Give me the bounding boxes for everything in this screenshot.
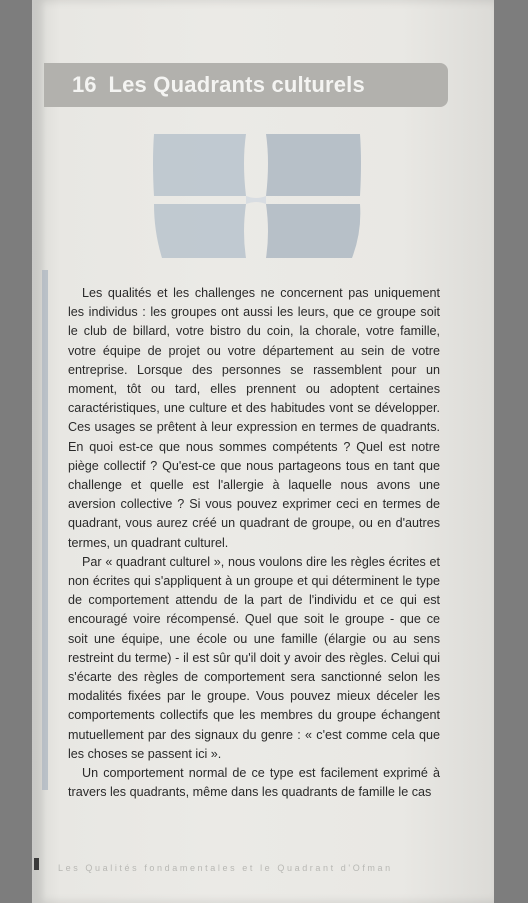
book-page — [32, 0, 494, 903]
paragraph-1: Les qualités et les challenges ne concernent pas uniquement les individus : les groupes ont aussi les leurs, que ce groupe soit le club de billard, votre bistro du coin, la chorale, votre famille, votre équipe de projet ou votre département au sein de votre entreprise. Lorsque des personnes se rassemblent pour un moment, tôt ou tard, elles prennent ou adoptent certaines caractéristiques, une culture et des habitudes vont se développer. Ces usages se prêtent à leur expression en termes de quadrants. En quoi est-ce que nous sommes compétents ? Quel est notre piège collectif ? Qu'est-ce que nous partageons tous en tant que challenge et quelle est l'allergie à laquelle nous avons une aversion collective ? Si vous pouvez exprimer ceci en termes de quadrant, vous aurez créé un quadrant de groupe, ou en d'autres termes, un quadrant culturel. — [68, 286, 440, 550]
quadrant-center-highlight — [246, 196, 266, 204]
paragraph-3: Un comportement normal de ce type est facilement exprimé à travers les quadrants, même dans les quadrants de famille le cas — [68, 766, 440, 800]
body-text — [68, 284, 440, 802]
chapter-number: 16 — [72, 72, 97, 97]
quadrant-bottom-right — [266, 204, 360, 258]
running-footer: Les Qualités fondamentales et le Quadrant d'Ofman — [58, 863, 393, 873]
page-edge-mark — [34, 858, 39, 870]
quadrant-top-right — [266, 134, 361, 196]
quadrant-bottom-left — [154, 204, 246, 258]
chapter-title: Les Quadrants culturels — [108, 72, 365, 97]
margin-bar — [42, 270, 48, 790]
chapter-banner — [44, 63, 448, 107]
four-quadrant-logo-icon — [150, 132, 364, 260]
paragraph-2: Par « quadrant culturel », nous voulons dire les règles écrites et non écrites qui s'appliquent à un groupe et qui déterminent le type de comportement attendu de la part de l'individu et ce qui est encouragé voire récompensé. Quel que soit le groupe - que ce soit une équipe, une école ou une famille (élargie ou au sens restreint du terme) - il est sûr qu'il doit y avoir des règles. Celui qui s'écarte des règles de comportement sera sanctionné selon les modalités fixées par le groupe. Vous pouvez mieux déceler les comportements collectifs que les membres du groupe échangent mutuellement par des signaux du genre : « c'est comme cela que les choses se passent ici ». — [68, 554, 440, 761]
quadrant-top-left — [153, 134, 246, 196]
